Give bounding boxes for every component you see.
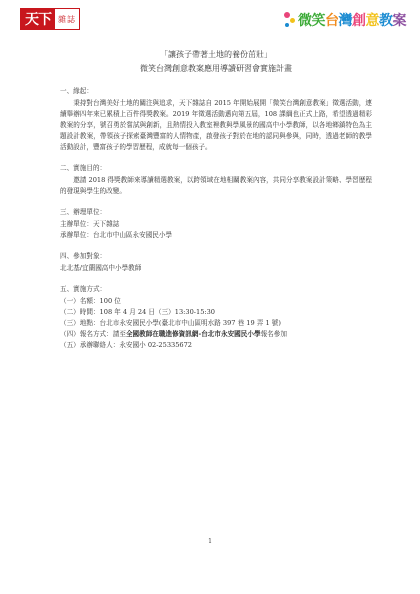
method-quota: （一）名額：100 位	[60, 297, 121, 305]
organizer-line: 主辦單位：天下雜誌	[60, 220, 120, 228]
registration-site: 全國教師在職進修資訊網-台北市永安國民小學	[125, 330, 261, 338]
section-method-heading: 五、實施方式：	[60, 285, 107, 293]
section-purpose-heading: 二、實施目的：	[60, 164, 107, 172]
participants-line: 北北基/宜蘭國高中小學教師	[60, 264, 142, 272]
method-time: （二）時間：108 年 4 月 24 日（三）13:30-15:30	[60, 308, 216, 316]
section-participants-heading: 四、參加對象：	[60, 252, 107, 260]
section-origin-paragraph: 秉持對台灣美好土地的關注與追求，天下雜誌自 2015 年開始展開「微笑台灣創意教案」徵選活動，連續舉辦四年來已累積上百件得獎教案。2019 年徵選活動邁向第五屆，108 課綱也正式上路，希望透過精彩教案的分享，號召勇於嘗試與創新，且熱情投入教室裡教與學風景的國高中小學教師，以各地鄉鎮特色為主題設計教案，帶領孩子探索臺灣豐富的人情物產，啟發孩子對於在地的認同與參與，同時，透過老師的教學活動設計，豐富孩子的學習歷程，成就每一個孩子。	[60, 99, 373, 151]
commonwealth-magazine-logo	[20, 8, 80, 30]
method-registration: （四）報名方式：請至全國教師在職進修資訊網-台北市永安國民小學報名參加	[60, 330, 287, 338]
section-organizers-heading: 三、辦理單位：	[60, 208, 107, 216]
document-title-line2: 微笑台灣創意教案應用導讀研習會實施計畫	[140, 64, 292, 73]
smile-taiwan-logo-text: 微笑台灣創意教案	[298, 13, 406, 29]
logo-main-text: 天下	[21, 9, 55, 29]
smile-taiwan-logo	[282, 6, 406, 34]
colorful-dots-icon	[282, 6, 298, 34]
co-organizer-line: 承辦單位：台北市中山區永安國民小學	[60, 231, 173, 239]
page-number: 1	[208, 538, 212, 545]
section-purpose-paragraph: 邀請 2018 得獎教師來導讀精選教案，以跨領域在地相關教案內容，共同分享教案設計策略、學習歷程的發現與學生的改變。	[60, 176, 372, 195]
page-header	[0, 0, 420, 44]
method-contact: （五）承辦聯絡人：永安國小 02-25335672	[60, 341, 192, 349]
section-origin-heading: 一、緣起：	[60, 87, 93, 95]
logo-sub-text: 雜誌	[55, 9, 79, 29]
method-location: （三）地點：台北市永安國民小學(臺北市中山區明水路 397 巷 19 弄 1 號)	[60, 319, 281, 327]
document-body	[60, 48, 372, 351]
document-title-line1: 「讓孩子帶著土地的養份茁壯」	[160, 50, 272, 59]
